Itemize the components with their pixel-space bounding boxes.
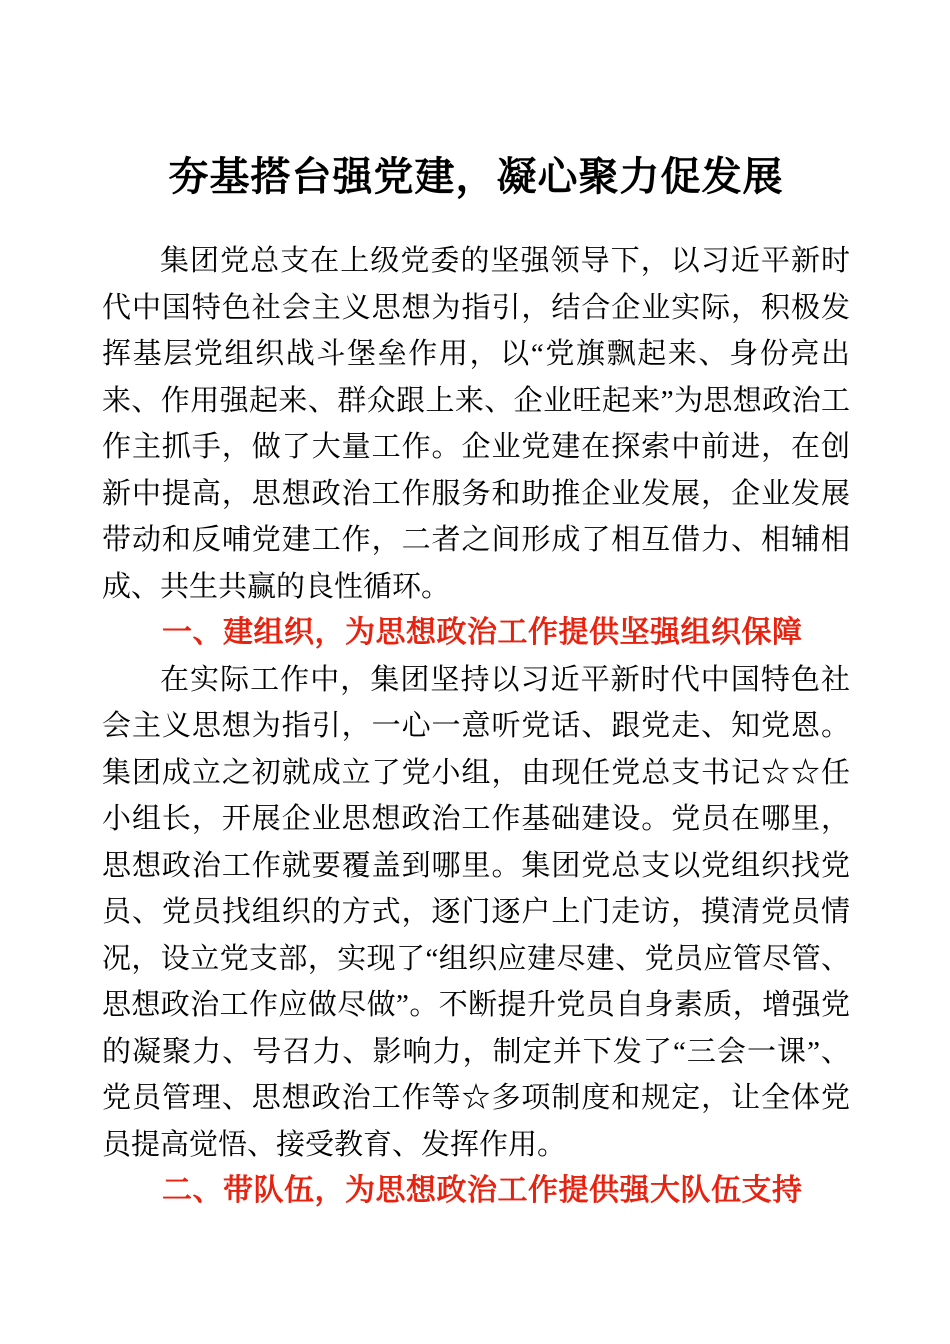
section-1-body: 在实际工作中，集团坚持以习近平新时代中国特色社会主义思想为指引，一心一意听党话、跟党走、知党恩。集团成立之初就成立了党小组，由现任党总支书记☆☆任小组长，开展企业思想政治工作基础建设。党员在哪里，思想政治工作就要覆盖到哪里。集团党总支以党组织找党员、党员找组织的方式，逐门逐户上门走访，摸清党员情况，设立党支部，实现了“组织应建尽建、党员应管尽管、思想政治工作应做尽做”。不断提升党员自身素质，增强党的凝聚力、号召力、影响力，制定并下发了“三会一课”、党员管理、思想政治工作等☆多项制度和规定，让全体党员提高觉悟、接受教育、发挥作用。 — [102, 663, 850, 1161]
document-title: 夯基搭台强党建，凝心聚力促发展 — [168, 154, 784, 199]
section-1-heading: 一、建组织，为思想政治工作提供坚强组织保障 — [162, 616, 803, 649]
section-2-heading: 二、带队伍，为思想政治工作提供强大队伍支持 — [162, 1174, 803, 1207]
intro-paragraph: 集团党总支在上级党委的坚强领导下，以习近平新时代中国特色社会主义思想为指引，结合企业实际，积极发挥基层党组织战斗堡垒作用，以“党旗飘起来、身份亮出来、作用强起来、群众跟上来、企业旺起来”为思想政治工作主抓手，做了大量工作。企业党建在探索中前进，在创新中提高，思想政治工作服务和助推企业发展，企业发展带动和反哺党建工作，二者之间形成了相互借力、相辅相成、共生共赢的良性循环。 — [102, 245, 850, 603]
